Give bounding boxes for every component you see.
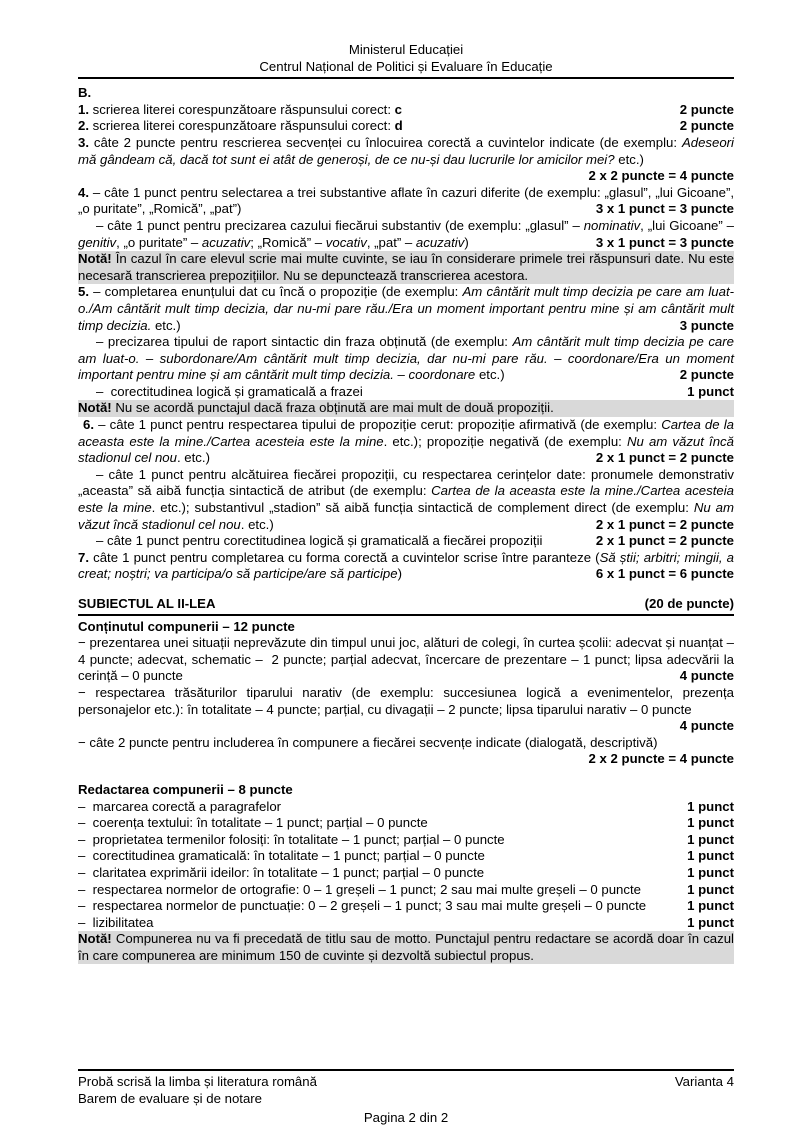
item-text: d xyxy=(394,118,403,134)
item-text: – lizibilitatea xyxy=(78,914,154,930)
points-line: 4 puncte xyxy=(679,718,734,734)
rubric-subheading xyxy=(78,619,734,636)
header-center-name: Centrul Național de Politici și Evaluare în Educație xyxy=(259,58,553,74)
document-body xyxy=(78,85,734,964)
points-value: 1 punct xyxy=(681,898,734,915)
footer-doc-type: Barem de evaluare și de notare xyxy=(78,1090,263,1106)
rubric-item xyxy=(78,284,734,334)
points-value: 2 x 1 punct = 2 puncte xyxy=(572,533,734,550)
footer-variant: Varianta 4 xyxy=(674,1074,734,1089)
points-value: 1 punct xyxy=(681,865,734,882)
points-value: 4 puncte xyxy=(674,668,734,685)
footer-exam-title: Probă scrisă la limba și literatura română xyxy=(78,1074,317,1089)
item-text: Compunerea nu va fi precedată de titlu sau de motto. Punctajul pentru redactare se acordă doar în cazul în care compunerea are minimum 150 de cuvinte și dezvoltă subiectul propus. xyxy=(78,931,734,963)
points-value: 3 x 1 punct = 3 puncte xyxy=(590,201,734,218)
item-text: acuzativ xyxy=(201,234,251,250)
item-text: B. xyxy=(78,85,92,101)
rubric-item xyxy=(78,467,734,533)
page-header xyxy=(78,42,734,79)
rubric-item xyxy=(78,85,734,102)
item-text: Am cântărit mult timp decizia pe care am luat-o. – subordonare/Am cântărit mult timp decizia, dar nu-mi pare rău. – coordonare/Era un moment important pentru mine și am cântărit mult timp decizia. – coordonare xyxy=(78,334,734,383)
points-value: 1 punct xyxy=(663,384,734,401)
item-text: 1. xyxy=(78,101,89,117)
item-text: vocativ xyxy=(325,234,367,250)
rubric-item xyxy=(78,533,734,550)
item-text: . etc.); propoziție negativă (de exemplu: xyxy=(383,433,627,449)
item-text: etc.) xyxy=(475,367,505,383)
note-block xyxy=(78,931,734,964)
item-text: ) xyxy=(397,566,402,582)
item-text: etc.) xyxy=(151,317,181,333)
item-text: 7. xyxy=(78,549,89,565)
item-text: – marcarea corectă a paragrafelor xyxy=(78,798,282,814)
item-text: – corectitudinea logică și gramaticală a frazei xyxy=(96,383,363,399)
item-text: – completarea enunțului dat cu încă o propoziție (de exemplu: xyxy=(89,284,463,300)
item-text: , „o puritate” – xyxy=(116,234,202,250)
item-text: 3. xyxy=(78,134,89,150)
rubric-item xyxy=(78,815,734,832)
item-text: Să știi; arbitri; mingii, a creat; noștri; va participa/o să participe/are să participe xyxy=(78,549,734,582)
item-text: etc.) xyxy=(614,151,644,167)
points-value: 1 punct xyxy=(681,882,734,899)
rubric-item xyxy=(78,218,734,251)
item-text: Nu am văzut încă stadionul cel nou xyxy=(78,500,734,532)
item-text: nominativ xyxy=(583,217,641,233)
section-title: SUBIECTUL AL II-LEA xyxy=(78,596,216,611)
item-text: – câte 1 punct pentru precizarea cazului fiecărui substantiv (de exemplu: „glasul” – xyxy=(96,217,584,233)
item-text: − prezentarea unei situații neprevăzute din timpul unui joc, alături de colegi, în curtea școlii: adecvat și nuanțat – 4 puncte; adecvat, schematic – 2 puncte; parțial adecvat, încercare de prezentare – 1 punct; lipsa adecvării la cerință – 0 puncte xyxy=(78,635,734,684)
item-text: 6. xyxy=(83,417,94,433)
points-line: 2 x 2 puncte = 4 puncte xyxy=(588,168,734,184)
item-text: . etc.) xyxy=(176,450,210,466)
item-text: Notă! xyxy=(78,400,112,416)
item-text: – câte 1 punct pentru alcătuirea fiecărei propoziții, cu respectarea cerințelor date: pronumele demonstrativ „aceasta” să aibă funcția sintactică de atribut (de exemplu: xyxy=(78,466,734,499)
points-value: 6 x 1 punct = 6 puncte xyxy=(590,566,734,583)
points-value: 2 puncte xyxy=(674,102,734,119)
item-text: – proprietatea termenilor folosiți: în totalitate – 1 punct; parțial – 0 puncte xyxy=(78,831,505,847)
points-value: 1 punct xyxy=(681,799,734,816)
rubric-item xyxy=(78,417,734,467)
points-value: 2 puncte xyxy=(674,118,734,135)
rubric-item xyxy=(78,832,734,849)
points-value: 2 puncte xyxy=(656,367,734,384)
item-text: Nu se acordă punctajul dacă fraza obținută are mai mult de două propoziții. xyxy=(111,400,554,416)
rubric-item xyxy=(78,735,734,752)
points-value: 1 punct xyxy=(681,832,734,849)
section-heading xyxy=(78,596,734,616)
item-text: − respectarea trăsăturilor tiparului narativ (de exemplu: succesiunea logică a evenimentelor, prezența personajelor etc.): în totalitate – 4 puncte; parțial, cu divagații – 2 puncte; lipsa tiparului narativ – 0 puncte xyxy=(78,684,734,717)
item-text: – câte 1 punct pentru corectitudinea logică și gramaticală a fiecărei propoziții xyxy=(96,533,543,549)
item-text: Notă! xyxy=(78,251,112,267)
item-text: Am cântărit mult timp decizia pe care am luat-o./Am cântărit mult timp decizia, dar nu-mi pare rău./Era un moment important pentru mine și am cântărit mult timp decizia. xyxy=(78,284,734,333)
note-block xyxy=(78,400,734,417)
points-line: 2 x 2 puncte = 4 puncte xyxy=(588,751,734,767)
footer-page-number: Pagina 2 din 2 xyxy=(363,1110,449,1126)
rubric-item xyxy=(78,185,734,218)
item-text: – coerența textului: în totalitate – 1 punct; parțial – 0 puncte xyxy=(78,815,428,831)
rubric-item xyxy=(78,865,734,882)
item-text: Cartea de la aceasta este la mine./Cartea acesteia este la mine xyxy=(78,417,734,449)
rubric-item xyxy=(78,118,734,135)
item-text: Nu am văzut încă stadionul cel nou xyxy=(78,433,734,466)
points-value: 1 punct xyxy=(681,915,734,932)
item-text: – precizarea tipului de raport sintactic din fraza obținută (de exemplu: xyxy=(96,334,513,350)
item-text: . etc.) xyxy=(240,516,274,532)
rubric-item xyxy=(78,334,734,384)
item-text: − câte 2 puncte pentru includerea în compunere a fiecărei secvențe indicate (dialogată, descriptivă) xyxy=(78,734,658,750)
item-text: , „lui Gicoane” – xyxy=(640,217,734,233)
points-value: 1 punct xyxy=(681,815,734,832)
item-text: ; „Romică” – xyxy=(250,234,326,250)
rubric-item xyxy=(78,915,734,932)
rubric-item xyxy=(78,685,734,718)
item-text: – câte 1 punct pentru respectarea tipului de propoziție cerut: propoziție afirmativă (de exemplu: xyxy=(94,417,662,433)
item-text: – respectarea normelor de punctuație: 0 – 2 greșeli – 1 punct; 3 sau mai multe greșeli – 0 puncte xyxy=(78,898,647,914)
item-text: acuzativ xyxy=(415,234,465,250)
rubric-item xyxy=(78,635,734,685)
rubric-item xyxy=(78,102,734,119)
header-ministry: Ministerul Educației xyxy=(348,42,464,57)
item-text: 5. xyxy=(78,284,89,300)
item-text: – corectitudinea gramaticală: în totalitate – 1 punct; parțial – 0 puncte xyxy=(78,848,485,864)
item-text: Notă! xyxy=(78,931,112,947)
section-points: (20 de puncte) xyxy=(644,596,734,611)
item-text: Redactarea compunerii – 8 puncte xyxy=(78,781,293,797)
rubric-item xyxy=(78,898,734,915)
item-text: În cazul în care elevul scrie mai multe cuvinte, se iau în considerare primele trei răspunsuri date. Nu este necesară transcrierea prepozițiilor. Nu se depunctează transcrierea acestora. xyxy=(78,251,734,283)
rubric-item xyxy=(78,799,734,816)
points-value: 3 x 1 punct = 3 puncte xyxy=(572,235,734,252)
rubric-item xyxy=(78,848,734,865)
rubric-item xyxy=(78,384,734,401)
page-footer xyxy=(78,1069,734,1127)
item-text: 4. xyxy=(78,184,89,200)
item-text: ) xyxy=(464,234,469,250)
rubric-item xyxy=(78,882,734,899)
rubric-item xyxy=(78,135,734,168)
points-value: 2 x 1 punct = 2 puncte xyxy=(585,450,734,467)
item-text: c xyxy=(394,101,403,117)
item-text: câte 1 punct pentru completarea cu forma corectă a cuvintelor scrise între paranteze ( xyxy=(89,549,600,565)
item-text: Cartea de la aceasta este la mine./Cartea acesteia este la mine xyxy=(78,483,734,516)
item-text: – claritatea exprimării ideilor: în totalitate – 1 punct; parțial – 0 puncte xyxy=(78,864,485,880)
points-value: 1 punct xyxy=(681,848,734,865)
item-text: genitiv xyxy=(78,234,117,250)
points-value: 3 puncte xyxy=(674,318,734,335)
note-block xyxy=(78,251,734,284)
item-text: scrierea literei corespunzătoare răspunsului corect: xyxy=(89,118,395,134)
rubric-item xyxy=(78,550,734,583)
item-text: Adeseori mă gândeam că, dacă tot sunt ei atât de generoși, de ce nu-și dau lucrurile lor amicilor mei? xyxy=(78,134,734,167)
item-text: Conținutul compunerii – 12 puncte xyxy=(78,618,295,634)
item-text: scrierea literei corespunzătoare răspunsului corect: xyxy=(89,101,395,117)
item-text: , „pat” – xyxy=(366,234,416,250)
item-text: . etc.); substantivul „stadion” să aibă funcția sintactică de complement direct (de exemplu: xyxy=(151,500,694,516)
item-text: 2. xyxy=(78,118,89,134)
item-text: – respectarea normelor de ortografie: 0 – 1 greșeli – 1 punct; 2 sau mai multe greșeli – 0 puncte xyxy=(78,881,641,897)
points-value: 2 x 1 punct = 2 puncte xyxy=(572,517,734,534)
item-text: câte 2 puncte pentru rescrierea secvenței cu înlocuirea corectă a cuvintelor indicate (de exemplu: xyxy=(89,134,682,150)
item-text: – câte 1 punct pentru selectarea a trei substantive aflate în cazuri diferite (de exemplu: „glasul”, „lui Gicoane”, „o puritate”, „Romică”, „pat”) xyxy=(78,184,734,217)
rubric-subheading xyxy=(78,782,734,799)
